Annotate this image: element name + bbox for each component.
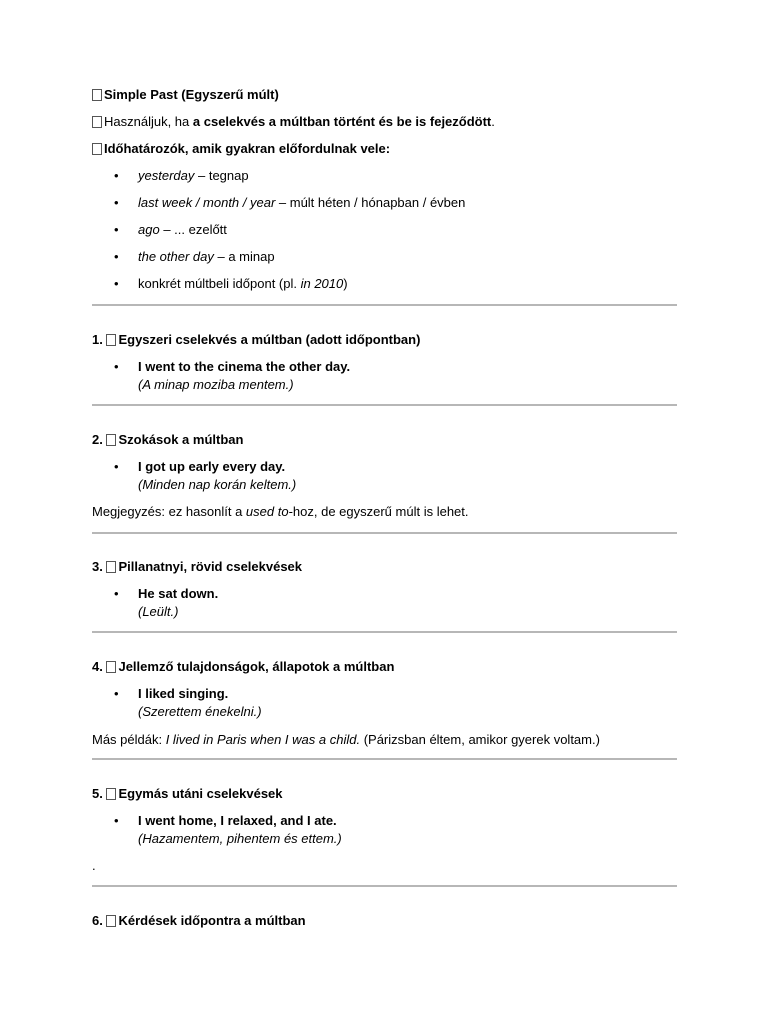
book-icon bbox=[92, 89, 102, 101]
list-item bbox=[92, 221, 677, 239]
trailing-dot: . bbox=[92, 858, 96, 873]
section-heading-1 bbox=[92, 331, 420, 349]
example-list-4 bbox=[92, 685, 677, 721]
section-title: Szokások a múltban bbox=[118, 432, 244, 447]
example-list-5 bbox=[92, 812, 677, 848]
doc-title-text: Simple Past (Egyszerű múlt) bbox=[104, 87, 279, 102]
time-item-term: the other day bbox=[138, 249, 214, 264]
time-list bbox=[92, 167, 677, 293]
example-sentence: I liked singing. bbox=[138, 686, 229, 701]
example-translation: (Leült.) bbox=[138, 604, 179, 619]
calendar-icon bbox=[106, 334, 116, 346]
note-italic: used to bbox=[245, 504, 289, 519]
section-number: 5. bbox=[92, 786, 103, 801]
divider bbox=[92, 631, 677, 633]
usage-prefix: Használjuk, ha bbox=[104, 114, 193, 129]
section-title: Egyszeri cselekvés a múltban (adott időpontban) bbox=[118, 332, 421, 347]
question-icon bbox=[106, 915, 116, 927]
example-translation: (Szerettem énekelni.) bbox=[138, 704, 262, 719]
usage-bold: a cselekvés a múltban történt és be is fejeződött bbox=[192, 114, 492, 129]
time-last-italic: in 2010 bbox=[300, 276, 344, 291]
example-translation: (Minden nap korán keltem.) bbox=[138, 477, 297, 492]
section-heading-6 bbox=[92, 912, 306, 930]
arrow-icon bbox=[92, 116, 102, 128]
note-post: -hoz, de egyszerű múlt is lehet. bbox=[288, 504, 469, 519]
example-list-2 bbox=[92, 458, 677, 494]
time-item-meaning: – a minap bbox=[213, 249, 275, 264]
list-item bbox=[92, 275, 677, 293]
usage-suffix: . bbox=[491, 114, 495, 129]
note-2 bbox=[92, 503, 469, 521]
list-item bbox=[92, 194, 677, 212]
time-item-term: last week / month / year bbox=[138, 195, 276, 210]
repeat-icon bbox=[106, 434, 116, 446]
list-item bbox=[92, 458, 677, 494]
person-icon bbox=[106, 661, 116, 673]
example-sentence: I went to the cinema the other day. bbox=[138, 359, 351, 374]
divider bbox=[92, 885, 677, 887]
flash-icon bbox=[106, 561, 116, 573]
list-item bbox=[92, 812, 677, 848]
time-item-meaning: – múlt héten / hónapban / évben bbox=[275, 195, 466, 210]
time-last-pre: konkrét múltbeli időpont (pl. bbox=[138, 276, 301, 291]
section-number: 6. bbox=[92, 913, 103, 928]
example-list-1 bbox=[92, 358, 677, 394]
list-item bbox=[92, 685, 677, 721]
section-title: Jellemző tulajdonságok, állapotok a múltban bbox=[118, 659, 395, 674]
example-translation: (A minap moziba mentem.) bbox=[138, 377, 294, 392]
section-title: Pillanatnyi, rövid cselekvések bbox=[118, 559, 303, 574]
time-item-meaning: – ... ezelőtt bbox=[159, 222, 227, 237]
time-heading-text: Időhatározók, amik gyakran előfordulnak vele: bbox=[104, 141, 391, 156]
time-item-term: ago bbox=[138, 222, 160, 237]
section-number: 1. bbox=[92, 332, 103, 347]
note-post: (Párizsban éltem, amikor gyerek voltam.) bbox=[360, 732, 600, 747]
list-item bbox=[92, 167, 677, 185]
section-number: 2. bbox=[92, 432, 103, 447]
section-number: 3. bbox=[92, 559, 103, 574]
time-item-meaning: – tegnap bbox=[194, 168, 249, 183]
note-4 bbox=[92, 731, 600, 749]
example-list-3 bbox=[92, 585, 677, 621]
note-pre: Megjegyzés: ez hasonlít a bbox=[92, 504, 246, 519]
time-item-term: yesterday bbox=[138, 168, 195, 183]
example-sentence: He sat down. bbox=[138, 586, 219, 601]
divider bbox=[92, 758, 677, 760]
section-heading-2 bbox=[92, 431, 243, 449]
example-sentence: I went home, I relaxed, and I ate. bbox=[138, 813, 337, 828]
time-last-post: ) bbox=[343, 276, 348, 291]
example-sentence: I got up early every day. bbox=[138, 459, 286, 474]
section-heading-4 bbox=[92, 658, 394, 676]
clock-icon bbox=[92, 143, 102, 155]
time-heading bbox=[92, 140, 390, 158]
section-number: 4. bbox=[92, 659, 103, 674]
section-title: Kérdések időpontra a múltban bbox=[118, 913, 306, 928]
note-pre: Más példák: bbox=[92, 732, 166, 747]
list-item bbox=[92, 585, 677, 621]
divider bbox=[92, 532, 677, 534]
divider bbox=[92, 304, 677, 306]
list-item bbox=[92, 358, 677, 394]
divider bbox=[92, 404, 677, 406]
section-heading-3 bbox=[92, 558, 302, 576]
usage-line bbox=[92, 113, 495, 131]
doc-title bbox=[92, 86, 279, 104]
note-italic: I lived in Paris when I was a child. bbox=[165, 732, 361, 747]
section-heading-5 bbox=[92, 785, 283, 803]
example-translation: (Hazamentem, pihentem és ettem.) bbox=[138, 831, 342, 846]
section-title: Egymás utáni cselekvések bbox=[118, 786, 283, 801]
list-icon bbox=[106, 788, 116, 800]
list-item bbox=[92, 248, 677, 266]
